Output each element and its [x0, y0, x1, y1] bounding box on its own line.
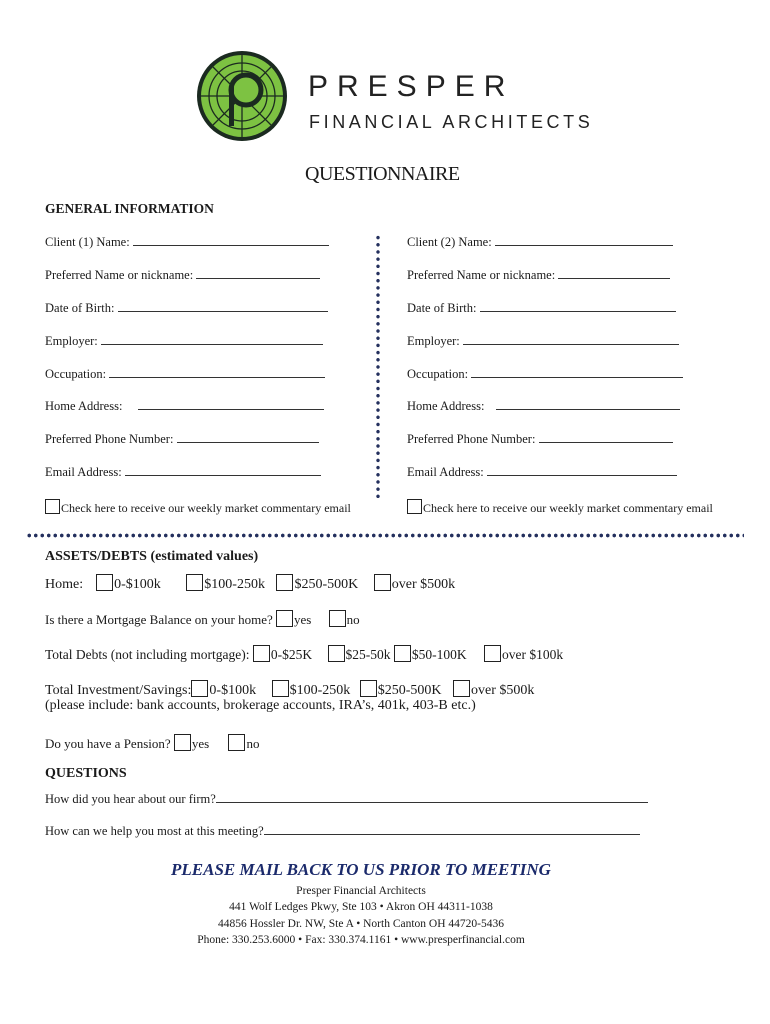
help-question-field[interactable] — [45, 824, 640, 839]
client2-occupation-field[interactable] — [407, 367, 683, 382]
checkbox[interactable] — [407, 499, 422, 514]
client1-commentary-label: Check here to receive our weekly market commentary email — [61, 501, 351, 515]
option-label: $25-50k — [345, 647, 391, 662]
page-title: QUESTIONNAIRE — [305, 163, 460, 185]
column-divider — [376, 234, 380, 500]
investment-row — [45, 680, 534, 699]
client2-phone-field[interactable] — [407, 432, 673, 447]
brand-name: PRESPER — [308, 70, 515, 103]
assets-heading: ASSETS/DEBTS (estimated values) — [45, 549, 259, 564]
home-option-2[interactable] — [186, 577, 265, 592]
home-value-row — [45, 574, 455, 593]
client1-dob-field[interactable] — [45, 301, 328, 316]
home-option-3[interactable] — [276, 577, 358, 592]
invest-option-3[interactable] — [360, 683, 442, 698]
home-option-1[interactable] — [96, 577, 161, 592]
help-question-label: How can we help you most at this meeting? — [45, 824, 264, 838]
debts-row — [45, 645, 563, 663]
mail-back-heading: PLEASE MAIL BACK TO US PRIOR TO MEETING — [171, 860, 551, 879]
questions-heading: QUESTIONS — [45, 766, 127, 781]
debts-option-3[interactable] — [394, 647, 467, 662]
client1-email-field[interactable] — [45, 465, 321, 480]
address-north-canton: 44856 Hossler Dr. NW, Ste A • North Canton OH 44720-5436 — [218, 918, 504, 930]
option-label: 0-$100k — [114, 577, 161, 592]
invest-option-2[interactable] — [272, 683, 351, 698]
client2-email-label: Email Address: — [407, 465, 484, 479]
checkbox[interactable] — [276, 574, 293, 591]
option-label: $100-250k — [289, 683, 351, 698]
checkbox[interactable] — [374, 574, 391, 591]
client1-phone-label: Preferred Phone Number: — [45, 432, 174, 446]
option-label: over $500k — [471, 683, 535, 698]
pension-no[interactable] — [228, 736, 259, 751]
client2-occupation-label: Occupation: — [407, 367, 469, 381]
checkbox[interactable] — [272, 680, 289, 697]
investment-note: (please include: bank accounts, brokerage accounts, IRA’s, 401k, 403-B etc.) — [45, 698, 476, 713]
client1-commentary-checkbox[interactable] — [45, 499, 351, 516]
checkbox[interactable] — [453, 680, 470, 697]
checkbox[interactable] — [186, 574, 203, 591]
client1-address-label: Home Address: — [45, 399, 123, 413]
debts-option-2[interactable] — [328, 647, 391, 662]
checkbox[interactable] — [276, 610, 293, 627]
checkbox[interactable] — [328, 645, 345, 662]
client1-employer-field[interactable] — [45, 334, 323, 349]
client2-dob-field[interactable] — [407, 301, 676, 316]
client2-email-field[interactable] — [407, 465, 677, 480]
referral-question-label: How did you hear about our firm? — [45, 792, 216, 806]
referral-question-field[interactable] — [45, 792, 648, 807]
checkbox[interactable] — [394, 645, 411, 662]
checkbox[interactable] — [253, 645, 270, 662]
option-label: over $100k — [502, 647, 564, 662]
address-akron: 441 Wolf Ledges Pkwy, Ste 103 • Akron OH 44311-1038 — [229, 901, 493, 913]
section-divider — [26, 533, 744, 538]
checkbox[interactable] — [45, 499, 60, 514]
option-label: yes — [294, 612, 312, 627]
checkbox[interactable] — [191, 680, 208, 697]
client1-name-field[interactable] — [45, 235, 329, 250]
client1-employer-label: Employer: — [45, 334, 98, 348]
option-label: $250-500K — [377, 683, 442, 698]
option-label: $250-500K — [294, 577, 359, 592]
debts-option-1[interactable] — [253, 647, 312, 662]
client2-nickname-label: Preferred Name or nickname: — [407, 268, 556, 282]
client2-name-field[interactable] — [407, 235, 673, 250]
checkbox[interactable] — [360, 680, 377, 697]
client2-address-field[interactable] — [407, 399, 680, 414]
brand-subtitle: FINANCIAL ARCHITECTS — [309, 112, 594, 132]
general-heading: GENERAL INFORMATION — [45, 201, 214, 216]
pension-row — [45, 734, 259, 752]
mortgage-row — [45, 610, 360, 628]
option-label: no — [346, 612, 360, 627]
investment-label: Total Investment/Savings: — [45, 683, 192, 698]
firm-name: Presper Financial Architects — [296, 885, 426, 897]
option-label: yes — [191, 736, 210, 751]
home-option-4[interactable] — [374, 577, 455, 592]
client2-name-label: Client (2) Name: — [407, 235, 492, 249]
debts-option-4[interactable] — [484, 647, 563, 662]
client1-nickname-label: Preferred Name or nickname: — [45, 268, 194, 282]
client1-phone-field[interactable] — [45, 432, 319, 447]
client1-occupation-label: Occupation: — [45, 367, 107, 381]
option-label: 0-$25K — [270, 647, 313, 662]
client1-name-label: Client (1) Name: — [45, 235, 130, 249]
home-label: Home: — [45, 577, 84, 592]
option-label: 0-$100k — [209, 683, 257, 698]
client1-dob-label: Date of Birth: — [45, 301, 115, 315]
client2-employer-field[interactable] — [407, 334, 679, 349]
client1-email-label: Email Address: — [45, 465, 122, 479]
client2-commentary-label: Check here to receive our weekly market commentary email — [423, 501, 713, 515]
option-label: $100-250k — [204, 577, 265, 592]
mortgage-yes[interactable] — [276, 612, 311, 627]
checkbox[interactable] — [484, 645, 501, 662]
option-label: over $500k — [391, 577, 456, 592]
pension-question: Do you have a Pension? — [45, 736, 171, 751]
client2-phone-label: Preferred Phone Number: — [407, 432, 536, 446]
option-label: $50-100K — [411, 647, 467, 662]
invest-option-4[interactable] — [453, 683, 534, 698]
client1-address-field[interactable] — [45, 399, 324, 414]
client1-nickname-field[interactable] — [45, 268, 320, 283]
checkbox[interactable] — [329, 610, 346, 627]
client2-commentary-checkbox[interactable] — [407, 499, 713, 516]
checkbox[interactable] — [96, 574, 113, 591]
client2-address-label: Home Address: — [407, 399, 485, 413]
client2-dob-label: Date of Birth: — [407, 301, 477, 315]
presper-logo-icon — [196, 50, 288, 142]
debts-label: Total Debts (not including mortgage): — [45, 647, 250, 662]
client1-occupation-field[interactable] — [45, 367, 325, 382]
checkbox[interactable] — [174, 734, 191, 751]
mortgage-question: Is there a Mortgage Balance on your home? — [45, 612, 273, 627]
client2-employer-label: Employer: — [407, 334, 460, 348]
contact-line: Phone: 330.253.6000 • Fax: 330.374.1161 • www.presperfinancial.com — [197, 934, 525, 946]
pension-yes[interactable] — [174, 736, 209, 751]
client2-nickname-field[interactable] — [407, 268, 670, 283]
option-label: no — [246, 736, 260, 751]
invest-option-1[interactable] — [191, 683, 256, 698]
checkbox[interactable] — [228, 734, 245, 751]
mortgage-no[interactable] — [329, 612, 360, 627]
